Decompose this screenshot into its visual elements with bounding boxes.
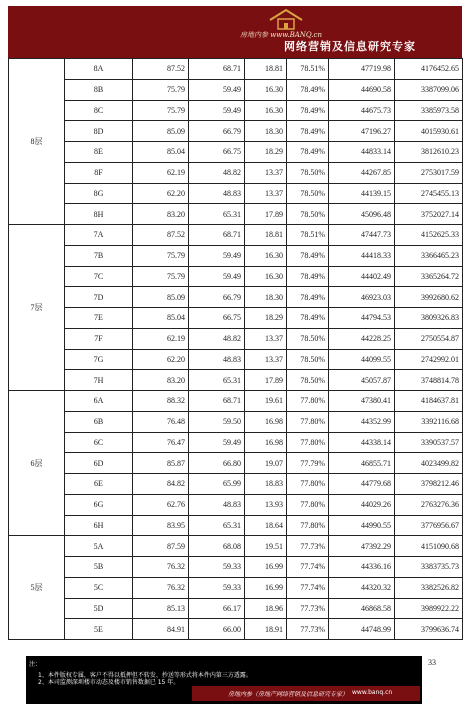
- value-cell: 44336.16: [329, 557, 395, 578]
- value-cell: 16.30: [245, 79, 287, 100]
- unit-cell: 8D: [65, 121, 133, 142]
- table-row: [9, 453, 463, 474]
- value-cell: 65.31: [189, 515, 245, 536]
- brand-small-text: 房地内参 www.BANQ.cn: [240, 31, 322, 39]
- value-cell: 16.98: [245, 432, 287, 453]
- value-cell: 75.79: [133, 266, 189, 287]
- value-cell: 83.20: [133, 204, 189, 225]
- value-cell: 77.73%: [287, 598, 329, 619]
- value-cell: 17.89: [245, 204, 287, 225]
- unit-cell: 7F: [65, 328, 133, 349]
- value-cell: 44675.73: [329, 100, 395, 121]
- value-cell: 44690.58: [329, 79, 395, 100]
- value-cell: 3365264.72: [395, 266, 463, 287]
- value-cell: 87.52: [133, 59, 189, 80]
- value-cell: 16.99: [245, 577, 287, 598]
- value-cell: 68.71: [189, 59, 245, 80]
- value-cell: 3992680.62: [395, 287, 463, 308]
- value-cell: 17.89: [245, 370, 287, 391]
- table-row: [9, 411, 463, 432]
- value-cell: 78.49%: [287, 266, 329, 287]
- value-cell: 44267.85: [329, 162, 395, 183]
- value-cell: 76.32: [133, 557, 189, 578]
- unit-cell: 5E: [65, 619, 133, 640]
- unit-cell: 7B: [65, 245, 133, 266]
- table-row: [9, 536, 463, 557]
- value-cell: 13.93: [245, 494, 287, 515]
- value-cell: 77.80%: [287, 432, 329, 453]
- price-table: [8, 58, 463, 640]
- value-cell: 65.99: [189, 474, 245, 495]
- table-row: [9, 474, 463, 495]
- value-cell: 44833.14: [329, 142, 395, 163]
- footer-brand: 房地内参（房地产网络营销及信息研究专家）: [228, 691, 349, 698]
- value-cell: 18.91: [245, 619, 287, 640]
- unit-cell: 5B: [65, 557, 133, 578]
- value-cell: 76.48: [133, 411, 189, 432]
- unit-cell: 6G: [65, 494, 133, 515]
- value-cell: 47380.41: [329, 391, 395, 412]
- table-row: [9, 619, 463, 640]
- value-cell: 4184637.81: [395, 391, 463, 412]
- value-cell: 66.79: [189, 287, 245, 308]
- value-cell: 44099.55: [329, 349, 395, 370]
- value-cell: 59.49: [189, 245, 245, 266]
- note-title: 注：: [29, 661, 42, 668]
- value-cell: 78.49%: [287, 245, 329, 266]
- value-cell: 3366465.23: [395, 245, 463, 266]
- value-cell: 18.96: [245, 598, 287, 619]
- value-cell: 77.80%: [287, 411, 329, 432]
- value-cell: 48.82: [189, 162, 245, 183]
- value-cell: 77.79%: [287, 453, 329, 474]
- value-cell: 44352.99: [329, 411, 395, 432]
- table-row: [9, 494, 463, 515]
- unit-cell: 7E: [65, 308, 133, 329]
- value-cell: 85.09: [133, 121, 189, 142]
- value-cell: 18.83: [245, 474, 287, 495]
- value-cell: 78.49%: [287, 121, 329, 142]
- value-cell: 2763276.36: [395, 494, 463, 515]
- value-cell: 75.79: [133, 100, 189, 121]
- value-cell: 77.74%: [287, 577, 329, 598]
- value-cell: 78.49%: [287, 79, 329, 100]
- page-number: 33: [428, 658, 436, 667]
- value-cell: 47719.98: [329, 59, 395, 80]
- value-cell: 44139.15: [329, 183, 395, 204]
- value-cell: 75.79: [133, 79, 189, 100]
- value-cell: 85.87: [133, 453, 189, 474]
- note-2: 2、本司监测深圳楼市动态及楼市销售数据已 15 年。: [38, 679, 180, 686]
- table-row: [9, 308, 463, 329]
- table-row: [9, 370, 463, 391]
- value-cell: 3387099.06: [395, 79, 463, 100]
- value-cell: 45096.48: [329, 204, 395, 225]
- unit-cell: 5A: [65, 536, 133, 557]
- value-cell: 68.71: [189, 225, 245, 246]
- value-cell: 76.32: [133, 577, 189, 598]
- floor-label: 7层: [9, 225, 65, 391]
- value-cell: 3748814.78: [395, 370, 463, 391]
- value-cell: 18.29: [245, 142, 287, 163]
- value-cell: 4023499.82: [395, 453, 463, 474]
- value-cell: 77.80%: [287, 474, 329, 495]
- table-row: [9, 162, 463, 183]
- value-cell: 78.50%: [287, 204, 329, 225]
- value-cell: 59.49: [189, 100, 245, 121]
- value-cell: 19.61: [245, 391, 287, 412]
- value-cell: 46855.71: [329, 453, 395, 474]
- value-cell: 3799636.74: [395, 619, 463, 640]
- value-cell: 66.75: [189, 142, 245, 163]
- table-row: [9, 577, 463, 598]
- value-cell: 76.47: [133, 432, 189, 453]
- house-logo-icon: [266, 8, 306, 32]
- value-cell: 18.30: [245, 287, 287, 308]
- table-row: [9, 349, 463, 370]
- table-row: [9, 515, 463, 536]
- value-cell: 13.37: [245, 183, 287, 204]
- value-cell: 19.51: [245, 536, 287, 557]
- value-cell: 44228.25: [329, 328, 395, 349]
- value-cell: 13.37: [245, 162, 287, 183]
- table-row: [9, 557, 463, 578]
- table-row: [9, 287, 463, 308]
- unit-cell: 6B: [65, 411, 133, 432]
- value-cell: 59.33: [189, 577, 245, 598]
- value-cell: 66.80: [189, 453, 245, 474]
- table-row: [9, 59, 463, 80]
- table-row: [9, 183, 463, 204]
- value-cell: 44990.55: [329, 515, 395, 536]
- value-cell: 47392.29: [329, 536, 395, 557]
- value-cell: 48.83: [189, 349, 245, 370]
- table-row: [9, 391, 463, 412]
- value-cell: 18.81: [245, 225, 287, 246]
- value-cell: 16.30: [245, 245, 287, 266]
- value-cell: 4176452.65: [395, 59, 463, 80]
- value-cell: 66.75: [189, 308, 245, 329]
- value-cell: 78.49%: [287, 142, 329, 163]
- value-cell: 78.50%: [287, 162, 329, 183]
- unit-cell: 8E: [65, 142, 133, 163]
- value-cell: 78.50%: [287, 183, 329, 204]
- unit-cell: 6A: [65, 391, 133, 412]
- value-cell: 2742992.01: [395, 349, 463, 370]
- value-cell: 62.19: [133, 328, 189, 349]
- value-cell: 62.76: [133, 494, 189, 515]
- unit-cell: 8A: [65, 59, 133, 80]
- value-cell: 78.49%: [287, 287, 329, 308]
- value-cell: 4015930.61: [395, 121, 463, 142]
- value-cell: 59.49: [189, 432, 245, 453]
- value-cell: 18.64: [245, 515, 287, 536]
- table-row: [9, 225, 463, 246]
- value-cell: 77.73%: [287, 619, 329, 640]
- value-cell: 3809326.83: [395, 308, 463, 329]
- unit-cell: 6E: [65, 474, 133, 495]
- unit-cell: 7C: [65, 266, 133, 287]
- value-cell: 62.20: [133, 349, 189, 370]
- floor-label: 6层: [9, 391, 65, 536]
- table-row: [9, 121, 463, 142]
- value-cell: 13.37: [245, 349, 287, 370]
- value-cell: 65.31: [189, 204, 245, 225]
- value-cell: 77.74%: [287, 557, 329, 578]
- value-cell: 65.31: [189, 370, 245, 391]
- value-cell: 75.79: [133, 245, 189, 266]
- value-cell: 62.19: [133, 162, 189, 183]
- value-cell: 2745455.13: [395, 183, 463, 204]
- unit-cell: 8G: [65, 183, 133, 204]
- value-cell: 3390537.57: [395, 432, 463, 453]
- floor-label: 8层: [9, 59, 65, 225]
- unit-cell: 5C: [65, 577, 133, 598]
- unit-cell: 8F: [65, 162, 133, 183]
- value-cell: 77.80%: [287, 515, 329, 536]
- value-cell: 83.95: [133, 515, 189, 536]
- value-cell: 78.49%: [287, 308, 329, 329]
- value-cell: 16.98: [245, 411, 287, 432]
- value-cell: 44748.99: [329, 619, 395, 640]
- value-cell: 16.30: [245, 100, 287, 121]
- value-cell: 18.29: [245, 308, 287, 329]
- value-cell: 44418.33: [329, 245, 395, 266]
- table-row: [9, 245, 463, 266]
- value-cell: 87.59: [133, 536, 189, 557]
- table-row: [9, 142, 463, 163]
- value-cell: 18.81: [245, 59, 287, 80]
- value-cell: 44779.68: [329, 474, 395, 495]
- value-cell: 77.73%: [287, 536, 329, 557]
- value-cell: 85.04: [133, 142, 189, 163]
- unit-cell: 8H: [65, 204, 133, 225]
- table-row: [9, 266, 463, 287]
- floor-label: 5层: [9, 536, 65, 640]
- header-banner: [8, 6, 462, 58]
- table-row: [9, 432, 463, 453]
- value-cell: 48.83: [189, 494, 245, 515]
- value-cell: 3798212.46: [395, 474, 463, 495]
- value-cell: 4152625.33: [395, 225, 463, 246]
- unit-cell: 6H: [65, 515, 133, 536]
- table-row: [9, 100, 463, 121]
- value-cell: 84.82: [133, 474, 189, 495]
- value-cell: 85.13: [133, 598, 189, 619]
- value-cell: 78.50%: [287, 349, 329, 370]
- value-cell: 44794.53: [329, 308, 395, 329]
- value-cell: 78.49%: [287, 100, 329, 121]
- value-cell: 3752027.14: [395, 204, 463, 225]
- unit-cell: 7H: [65, 370, 133, 391]
- value-cell: 44402.49: [329, 266, 395, 287]
- value-cell: 13.37: [245, 328, 287, 349]
- value-cell: 3989922.22: [395, 598, 463, 619]
- value-cell: 77.80%: [287, 494, 329, 515]
- value-cell: 66.17: [189, 598, 245, 619]
- value-cell: 46923.03: [329, 287, 395, 308]
- value-cell: 2750554.87: [395, 328, 463, 349]
- footer-url: www.banq.cn: [352, 689, 393, 696]
- unit-cell: 7D: [65, 287, 133, 308]
- value-cell: 85.04: [133, 308, 189, 329]
- value-cell: 66.00: [189, 619, 245, 640]
- value-cell: 59.49: [189, 79, 245, 100]
- table-row: [9, 79, 463, 100]
- value-cell: 47447.73: [329, 225, 395, 246]
- table-row: [9, 598, 463, 619]
- unit-cell: 5D: [65, 598, 133, 619]
- value-cell: 47196.27: [329, 121, 395, 142]
- value-cell: 3812610.23: [395, 142, 463, 163]
- value-cell: 3383735.73: [395, 557, 463, 578]
- unit-cell: 8B: [65, 79, 133, 100]
- value-cell: 18.30: [245, 121, 287, 142]
- value-cell: 66.79: [189, 121, 245, 142]
- table-row: [9, 204, 463, 225]
- value-cell: 83.20: [133, 370, 189, 391]
- value-cell: 48.82: [189, 328, 245, 349]
- value-cell: 44029.26: [329, 494, 395, 515]
- value-cell: 3382526.82: [395, 577, 463, 598]
- value-cell: 59.49: [189, 266, 245, 287]
- footer-brand-bar: [192, 686, 420, 701]
- value-cell: 77.80%: [287, 391, 329, 412]
- value-cell: 88.32: [133, 391, 189, 412]
- value-cell: 78.51%: [287, 225, 329, 246]
- value-cell: 62.20: [133, 183, 189, 204]
- value-cell: 46868.58: [329, 598, 395, 619]
- value-cell: 19.07: [245, 453, 287, 474]
- value-cell: 68.71: [189, 391, 245, 412]
- unit-cell: 6C: [65, 432, 133, 453]
- value-cell: 78.51%: [287, 59, 329, 80]
- value-cell: 59.50: [189, 411, 245, 432]
- unit-cell: 8C: [65, 100, 133, 121]
- unit-cell: 7G: [65, 349, 133, 370]
- value-cell: 84.91: [133, 619, 189, 640]
- value-cell: 44320.32: [329, 577, 395, 598]
- footer-notes: [26, 656, 422, 704]
- value-cell: 78.50%: [287, 328, 329, 349]
- value-cell: 78.50%: [287, 370, 329, 391]
- value-cell: 3392116.68: [395, 411, 463, 432]
- unit-cell: 7A: [65, 225, 133, 246]
- value-cell: 3776956.67: [395, 515, 463, 536]
- value-cell: 85.09: [133, 287, 189, 308]
- value-cell: 2753017.59: [395, 162, 463, 183]
- value-cell: 3385973.58: [395, 100, 463, 121]
- value-cell: 87.52: [133, 225, 189, 246]
- value-cell: 44338.14: [329, 432, 395, 453]
- brand-main-text: 网络营销及信息研究专家: [284, 40, 416, 53]
- table-row: [9, 328, 463, 349]
- value-cell: 16.99: [245, 557, 287, 578]
- value-cell: 68.08: [189, 536, 245, 557]
- value-cell: 45057.87: [329, 370, 395, 391]
- value-cell: 16.30: [245, 266, 287, 287]
- value-cell: 48.83: [189, 183, 245, 204]
- value-cell: 4151090.68: [395, 536, 463, 557]
- note-1: 1、本件版权专属，客户不得以抵押但不转发、抄送等形式将本件内第三方透露。: [38, 672, 252, 679]
- value-cell: 59.33: [189, 557, 245, 578]
- unit-cell: 6D: [65, 453, 133, 474]
